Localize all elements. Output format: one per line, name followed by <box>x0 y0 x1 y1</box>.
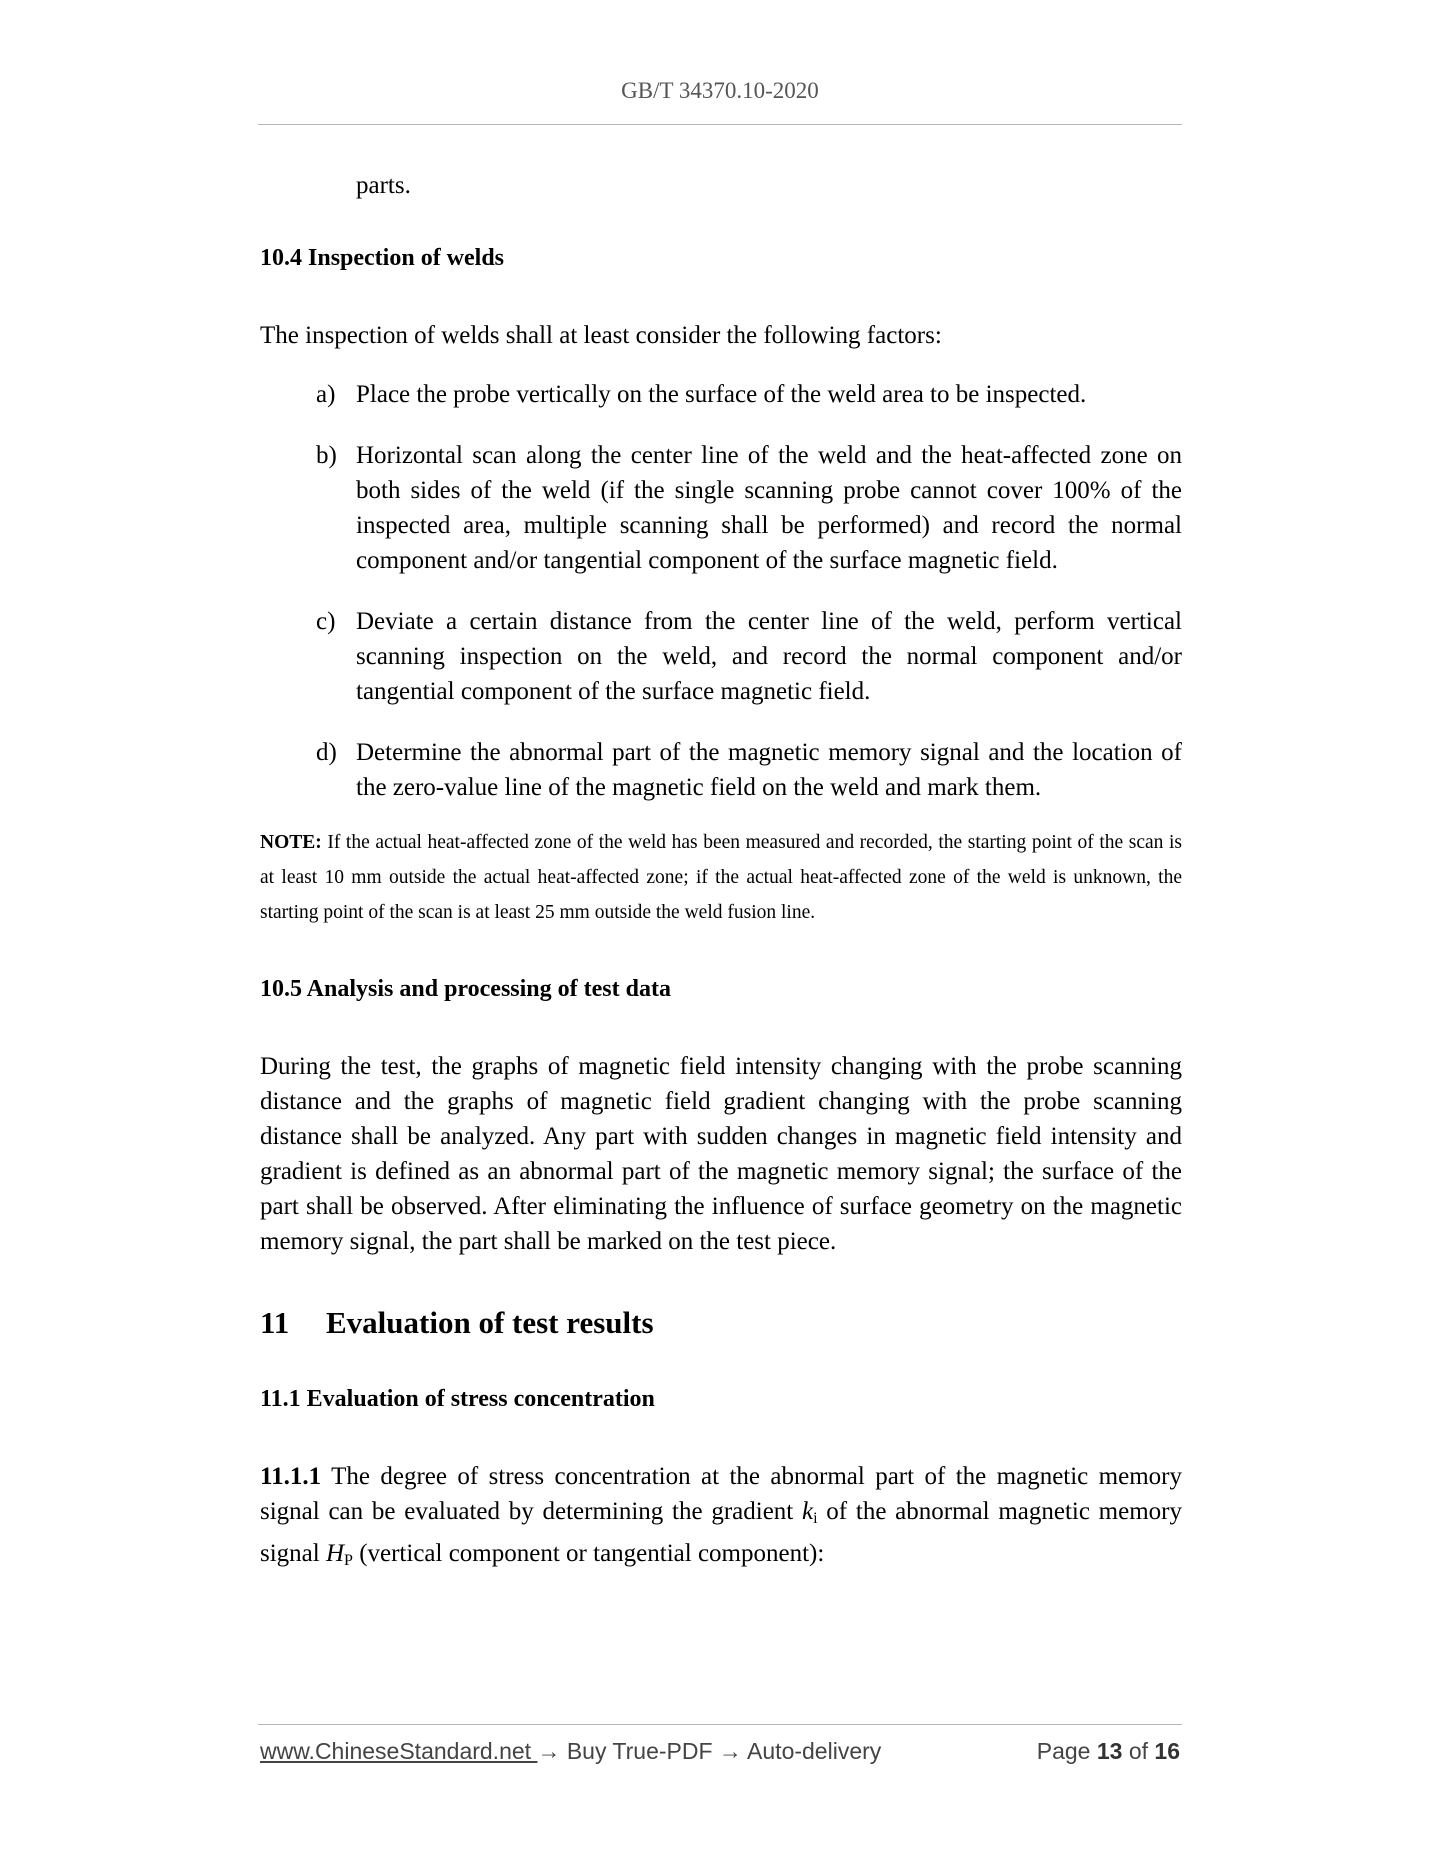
list-item-label: d) <box>316 739 337 766</box>
list-item-text: Determine the abnormal part of the magnetic memory signal and the location of the zero-value line of the magnetic field on the weld and mark them. <box>356 739 1182 801</box>
paragraph-10-5: During the test, the graphs of magnetic field intensity changing with the probe scanning distance and the graphs of magnetic field gradient changing with the probe scanning distance shall be analyzed. Any part with sudden changes in magnetic field intensity and gradient is defined as an abnormal part of the magnetic memory signal; the surface of the part shall be observed. After eliminating the influence of surface geometry on the magnetic memory signal, the part shall be marked on the test piece. <box>260 1053 1182 1255</box>
clause-number: 11.1.1 <box>260 1463 322 1490</box>
website-link[interactable]: www.ChineseStandard.net <box>260 1738 538 1764</box>
factor-list <box>260 377 1182 805</box>
clause-text-part: of the abnormal magnetic memory signal <box>260 1498 1182 1567</box>
header-rule <box>258 124 1182 125</box>
clause-text-part: (vertical component or tangential component): <box>352 1540 825 1567</box>
continuation-text: parts. <box>356 172 411 199</box>
page-total: 16 <box>1154 1738 1180 1764</box>
delivery-text: Auto-delivery <box>741 1738 882 1764</box>
intro-10-4: The inspection of welds shall at least consider the following factors: <box>260 322 942 349</box>
page-word: Page <box>1036 1738 1097 1764</box>
arrow-right-icon: → <box>718 1738 742 1764</box>
list-item-label: a) <box>316 381 336 408</box>
list-item <box>260 604 1182 709</box>
page-counter <box>1037 1738 1180 1765</box>
list-item-text: Horizontal scan along the center line of the weld and the heat-affected zone on both sides of the weld (if the single scanning probe cannot cover 100% of the inspected area, multiple scanning shall be performed) and record the normal component and/or tangential component of the surface magnetic field. <box>356 442 1182 574</box>
symbol-h: H <box>325 1540 345 1567</box>
page-content <box>260 168 1182 1578</box>
heading-11-title: Evaluation of test results <box>326 1305 654 1340</box>
heading-10-4: 10.4 Inspection of welds <box>260 245 505 271</box>
of-word: of <box>1122 1738 1155 1764</box>
heading-11 <box>260 1305 1182 1340</box>
buy-text: Buy True-PDF <box>560 1738 719 1764</box>
arrow-right-icon: → <box>537 1738 561 1764</box>
footer-left <box>260 1738 881 1765</box>
note-label: NOTE: <box>260 832 322 853</box>
standard-code-header: GB/T 34370.10-2020 <box>621 78 819 103</box>
footer-rule <box>258 1724 1182 1725</box>
page-footer <box>260 1738 1180 1765</box>
list-item-text: Deviate a certain distance from the center line of the weld, perform vertical scanning inspection on the weld, and record the normal component and/or tangential component of the surface magnetic field. <box>356 608 1182 705</box>
list-item <box>260 377 1182 412</box>
symbol-k: k <box>802 1498 814 1525</box>
list-item-label: b) <box>316 442 337 469</box>
clause-11-1-1 <box>260 1459 1182 1578</box>
clause-text-part: The degree of stress concentration at the abnormal part of the magnetic memory signal can be evaluated by determining the gradient <box>260 1463 1182 1525</box>
page-number: 13 <box>1096 1738 1123 1764</box>
note-paragraph <box>260 825 1182 930</box>
list-item-label: c) <box>316 608 336 635</box>
note-text: If the actual heat-affected zone of the weld has been measured and recorded, the starting point of the scan is at least 10 mm outside the actual heat-affected zone; if the actual heat-affected zone of the weld is unknown, the starting point of the scan is at least 25 mm outside the weld fusion line. <box>260 832 1182 923</box>
heading-10-5: 10.5 Analysis and processing of test data <box>260 976 671 1002</box>
heading-11-1: 11.1 Evaluation of stress concentration <box>260 1386 655 1412</box>
list-item <box>260 438 1182 578</box>
symbol-h-subscript: P <box>344 1552 353 1569</box>
symbol-k-subscript: i <box>813 1510 818 1527</box>
heading-11-number: 11 <box>260 1305 290 1340</box>
list-item-text: Place the probe vertically on the surface of the weld area to be inspected. <box>356 381 1087 408</box>
list-item <box>260 735 1182 805</box>
